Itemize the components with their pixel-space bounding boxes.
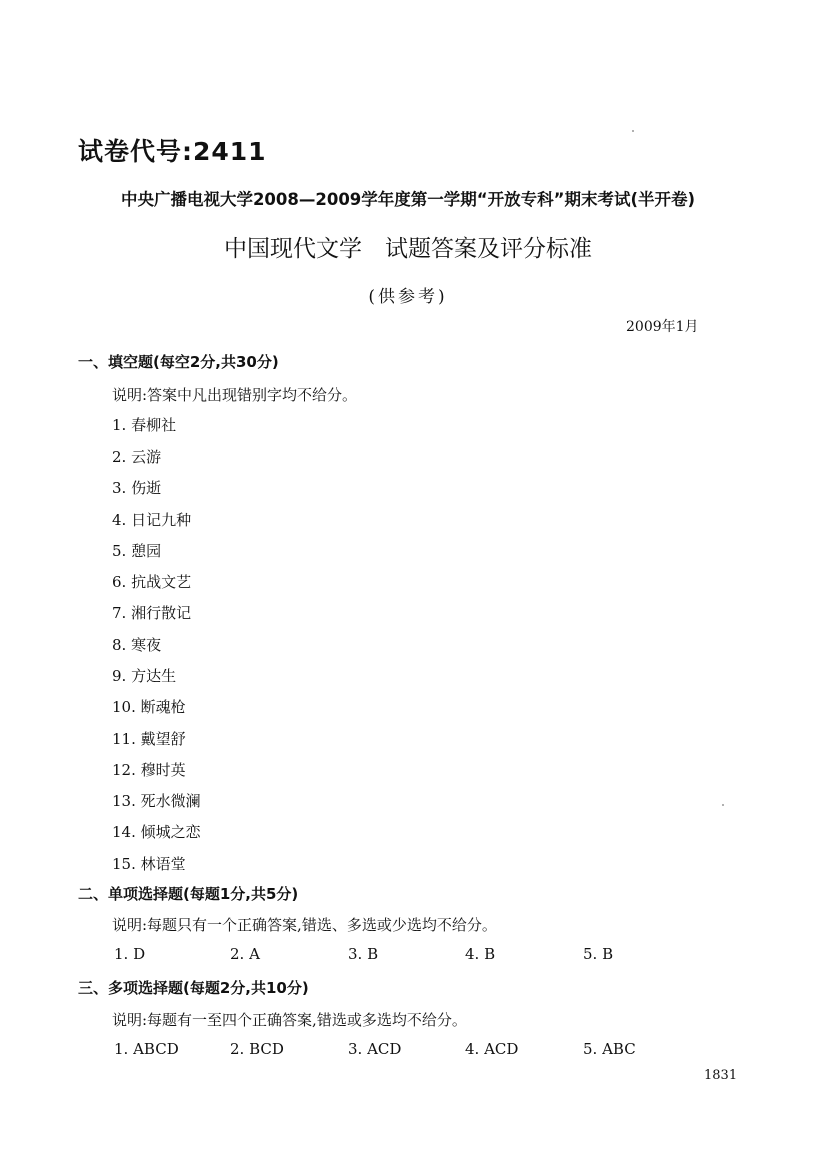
single-choice-answer: 1. D [114,945,146,963]
single-choice-answer: 4. B [465,945,496,963]
section-single-choice-title: 二、单项选择题(每题1分,共5分) [78,885,299,903]
fill-in-answer: 7. 湘行散记 [112,604,192,622]
fill-in-answer: 4. 日记九种 [112,511,192,529]
fill-in-answer: 13. 死水微澜 [112,792,201,810]
exam-date: 2009年1月 [626,319,699,335]
fill-in-answer: 9. 方达生 [112,667,177,685]
fill-in-answer: 3. 伤逝 [112,479,162,497]
fill-in-answer: 11. 戴望舒 [112,730,186,748]
fill-in-answer: 14. 倾城之恋 [112,823,201,841]
reference-note: (供参考) [368,287,448,307]
fill-in-answer: 2. 云游 [112,448,162,466]
section-single-choice-note: 说明:每题只有一个正确答案,错选、多选或少选均不给分。 [112,916,497,934]
multiple-choice-answer: 1. ABCD [114,1040,179,1058]
multiple-choice-answer: 3. ACD [348,1040,402,1058]
page-number: 1831 [704,1068,738,1083]
section-multiple-choice-note: 说明:每题有一至四个正确答案,错选或多选均不给分。 [112,1011,467,1029]
section-fill-in-note: 说明:答案中凡出现错别字均不给分。 [112,386,358,404]
fill-in-answer: 10. 断魂枪 [112,698,186,716]
single-choice-answer: 5. B [583,945,614,963]
multiple-choice-answer: 5. ABC [583,1040,636,1058]
section-fill-in-title: 一、填空题(每空2分,共30分) [78,353,279,371]
section-multiple-choice-title: 三、多项选择题(每题2分,共10分) [78,979,309,997]
fill-in-answer: 1. 春柳社 [112,416,177,434]
scan-speck [722,804,724,806]
multiple-choice-answer: 2. BCD [230,1040,284,1058]
fill-in-answer: 12. 穆时英 [112,761,186,779]
multiple-choice-answer: 4. ACD [465,1040,519,1058]
exam-title: 中央广播电视大学2008—2009学年度第一学期“开放专科”期末考试(半开卷) [120,190,696,209]
single-choice-answer: 3. B [348,945,379,963]
fill-in-answer: 6. 抗战文艺 [112,573,192,591]
fill-in-answer: 15. 林语堂 [112,855,186,873]
scan-speck [632,130,634,132]
fill-in-answer: 5. 憩园 [112,542,162,560]
single-choice-answer: 2. A [230,945,260,963]
paper-code: 试卷代号:2411 [78,137,267,166]
subject-title: 中国现代文学 试题答案及评分标准 [224,236,592,262]
fill-in-answer: 8. 寒夜 [112,636,162,654]
